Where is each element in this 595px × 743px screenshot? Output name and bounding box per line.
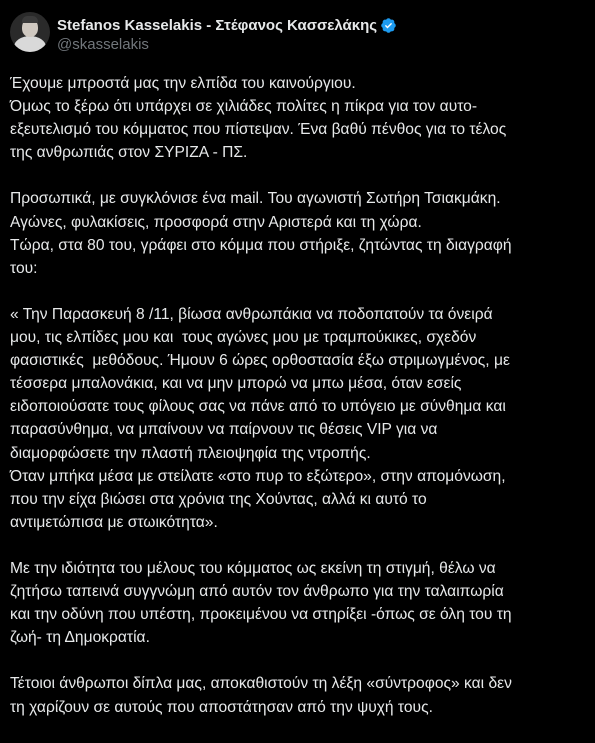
post-line: Έχουμε μπροστά μας την ελπίδα του καινούργιου. [10, 75, 356, 92]
post-line: τη χαρίζουν σε αυτούς που αποστάτησαν από την ψυχή τους. [10, 698, 433, 716]
author-handle[interactable]: @skasselakis [57, 36, 149, 53]
avatar-shoulders [14, 36, 46, 52]
post-paragraph [10, 672, 585, 718]
post-paragraph [10, 72, 585, 164]
post-line: ζητήσω ταπεινά συγγνώμη από αυτόν τον άνθρωπο για την ταλαιπωρία [10, 583, 504, 601]
paragraph-gap [10, 649, 585, 672]
avatar[interactable] [10, 12, 50, 52]
post-header [10, 12, 397, 53]
post-text [10, 72, 585, 719]
author-info [57, 15, 397, 53]
post-line: εξευτελισμό του κόμματος που πίστεψαν. Ένα βαθύ πένθος για το τέλος [10, 121, 507, 139]
paragraph-gap [10, 280, 585, 303]
post-line: « Την Παρασκευή 8 /11, βίωσα ανθρωπάκια να ποδοπατούν τα όνειρά [10, 305, 493, 323]
author-display-name[interactable]: Stefanos Kasselakis - Στέφανος Κασσελάκης [57, 16, 378, 34]
post-paragraph [10, 303, 585, 534]
post-line: Με την ιδιότητα του μέλους του κόμματος ως εκείνη τη στιγμή, θέλω να [10, 559, 496, 577]
post-line: Τέτοιοι άνθρωποι δίπλα μας, αποκαθιστούν τη λέξη «σύντροφος» και δεν [10, 675, 512, 693]
post-paragraph [10, 187, 585, 279]
paragraph-gap [10, 164, 585, 187]
name-row [57, 15, 397, 35]
post-line: του: [10, 259, 38, 277]
paragraph-gap [10, 534, 585, 557]
post-line: Όμως το ξέρω ότι υπάρχει σε χιλιάδες πολίτες η πίκρα για τον αυτο- [10, 98, 478, 116]
post-line: Προσωπικά, με συγκλόνισε ένα mail. Του αγωνιστή Σωτήρη Τσιακμάκη. [10, 190, 501, 208]
post-line: ειδοποιούσατε τους φίλους σας να πάνε από το υπόγειο με σύνθημα και [10, 398, 506, 416]
post-line: Όταν μπήκα μέσα με στείλατε «στο πυρ το εξώτερο», στην απομόνωση, [10, 467, 506, 485]
post-line: φασιστικές μεθόδους. Ήμουν 6 ώρες ορθοστασία έξω στριμωγμένος, με [10, 352, 510, 370]
post-line: της ανθρωπιάς στον ΣΥΡΙΖΑ - ΠΣ. [10, 144, 248, 162]
post-line: Τώρα, στα 80 του, γράφει στο κόμμα που στήριξε, ζητώντας τη διαγραφή [10, 236, 512, 254]
post-paragraph [10, 557, 585, 649]
verified-badge-icon [380, 17, 397, 34]
post-line: αντιμετώπισα με στωικότητα». [10, 513, 218, 531]
post-line: Αγώνες, φυλακίσεις, προσφορά στην Αριστερά και τη χώρα. [10, 213, 422, 231]
post-line: διαμορφώσετε την πλαστή πλειοψηφία της ντροπής. [10, 444, 371, 462]
avatar-hair [22, 16, 38, 23]
post-line: και την οδύνη που υπέστη, προκειμένου να στηρίξει -όπως σε όλη του τη [10, 606, 512, 624]
post-line: τέσσερα μπαλονάκια, και να μην μπορώ να μπω μέσα, όταν εσείς [10, 375, 462, 393]
post-line: παρασύνθημα, να μπαίνουν να παίρνουν τις θέσεις VIP για να [10, 421, 438, 439]
post-line: ζωή- τη Δημοκρατία. [10, 629, 150, 647]
post-line: μου, τις ελπίδες μου και τους αγώνες μου με τραμπούκικες, σχεδόν [10, 329, 477, 347]
post-line: που την είχα βιώσει στα χρόνια της Χούντας, αλλά κι αυτό το [10, 490, 427, 508]
